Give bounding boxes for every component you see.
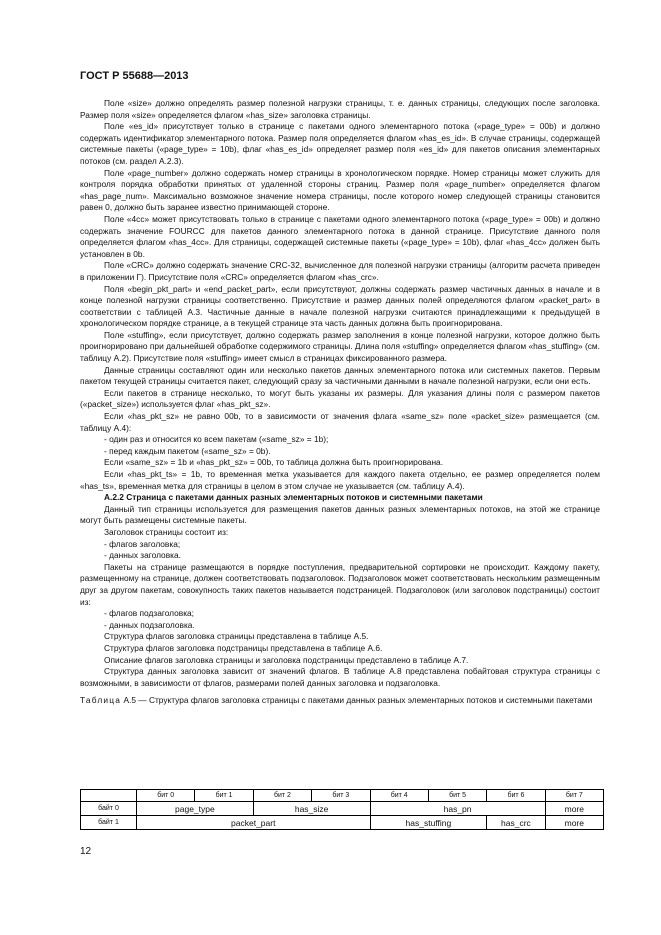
- table-row: [81, 816, 604, 830]
- byte-label: байт 0: [81, 802, 137, 816]
- document-body: [80, 98, 600, 707]
- field-has-crc: has_crc: [487, 816, 545, 830]
- paragraph: Поле «es_id» присутствует только в странице с пакетами одного элементарного потока («page_type» = 00b) и должно содержать идентификатор элементарного потока. Размер поля определяется флагом «has_es_id». В случае страницы, содержащей системные пакеты («page_type» = 10b), флаг «has_es_id» определяет размер поля «es_id» для пакетов описания элементарных потоков (см. раздел А.2.3).: [80, 121, 600, 166]
- table-header-row: [81, 790, 604, 802]
- list-item: - один раз и относится ко всем пакетам («same_sz» = 1b);: [104, 434, 329, 445]
- bit-header: бит 6: [487, 790, 545, 802]
- field-more: more: [545, 816, 603, 830]
- paragraph: Данный тип страницы используется для размещения пакетов данных разных элементарных потоков, на этой же странице могут быть размещены системные пакеты.: [80, 503, 600, 526]
- field-has-stuffing: has_stuffing: [370, 816, 487, 830]
- byte-label: байт 1: [81, 816, 137, 830]
- paragraph: Поле «CRC» должно содержать значение CRC-32, вычисленное для полезной нагрузки страницы (алгоритм расчета приведен в приложении Г). Присутствие поля «CRC» определяется флагом «has_crc».: [80, 260, 600, 282]
- paragraph: Поля «begin_pkt_part» и «end_packet_part», если присутствуют, должны содержать размер частичных данных в начале и в конце полезной нагрузки страницы соответственно. Присутствие и размер данных полей определяются флагом «packet_part» в соответствии с таблицей А.3. Частичные данные в начале полезной нагрузки считаются принадлежащими к предыдущей в хронологическом порядке странице, а в текущей странице эта часть данных должна быть проигнорирована.: [80, 283, 600, 329]
- bit-header: бит 1: [195, 790, 253, 802]
- document-header: ГОСТ Р 55688—2013: [80, 70, 189, 82]
- field-has-pn: has_pn: [370, 802, 545, 816]
- bit-header: бит 5: [428, 790, 486, 802]
- paragraph: Структура флагов заголовка подстраницы представлена в таблице А.6.: [104, 642, 383, 653]
- table-corner-cell: [81, 790, 137, 802]
- paragraph: Структура флагов заголовка страницы представлена в таблице А.5.: [104, 631, 369, 642]
- field-more: more: [545, 802, 603, 816]
- bit-header: бит 0: [137, 790, 195, 802]
- field-page-type: page_type: [137, 802, 254, 816]
- paragraph: Структура данных заголовка зависит от значений флагов. В таблице А.8 представлена побайтовая структура страницы с возможными, в зависимости от флагов, размерами полей данных заголовка и подзаголовка.: [80, 666, 600, 688]
- section-heading: А.2.2 Страница с пакетами данных разных элементарных потоков и системными пакетами: [104, 492, 483, 503]
- paragraph: Заголовок страницы состоит из:: [104, 526, 229, 537]
- table-caption-label: Таблица: [80, 695, 122, 706]
- paragraph: Поле «stuffing», если присутствует, должно содержать размер заполнения в конце полезной нагрузки, которое должно быть проигнорировано при дальнейшей обработке содержимого страницы. Длина поля «stuffing» определяется флагом «has_stuffing» (см. таблицу А.2). Присутствие поля «stuffing» имеет смысл в страницах фиксированного размера.: [80, 329, 600, 364]
- list-item: - перед каждым пакетом («same_sz» = 0b).: [104, 445, 271, 456]
- field-packet-part: packet_part: [137, 816, 371, 830]
- paragraph: Пакеты на странице размещаются в порядке поступления, предварительной сортировки не происходит. Каждому пакету, размещенному на странице, должен соответствовать подзаголовок. Подзаголовок может соответствовать нескольким размещенным друг за другом пакетам, совокупность таких пакетов называется подстраницей. Подзаголовок (или заголовок подстраницы) состоит из:: [80, 561, 600, 607]
- paragraph: Поле «page_number» должно содержать номер страницы в хронологическом порядке. Номер страницы может служить для контроля порядка обработки принятых от удаленной стороны страниц. Размер поля «page_number» определяется флагом «has_page_num». Максимально возможное значение номера страницы, после которого номер следующей страницы становится равен 0, должно быть заранее известно принимающей стороне.: [80, 167, 600, 213]
- bit-header: бит 7: [545, 790, 603, 802]
- bit-header: бит 3: [312, 790, 370, 802]
- paragraph: Данные страницы составляют один или несколько пакетов данных элементарного потока или системных пакетов. Первым пакетом текущей страницы считается пакет, следующий сразу за частичными данными в начале полезной нагрузки, если они есть.: [80, 364, 600, 387]
- paragraph: Если «has_pkt_ts» = 1b, то временная метка указывается для каждого пакета отдельно, ее размер определяется полем «has_ts», временная метка для страницы в целом в этом случае не указывается (см. таблицу А.4).: [80, 469, 600, 491]
- bit-header: бит 2: [253, 790, 311, 802]
- table-row: [81, 802, 604, 816]
- paragraph: Поле «size» должно определять размер полезной нагрузки страницы, т. е. данных страницы, следующих после заголовка. Размер поля «size» определяется флагом «has_size» заголовка страницы.: [80, 98, 600, 120]
- list-item: - флагов заголовка;: [104, 538, 181, 549]
- paragraph: Если пакетов в странице несколько, то могут быть указаны их размеры. Для указания длины поля с размером пакетов («packet_size») используется флаг «has_pkt_sz».: [80, 387, 600, 410]
- list-item: - данных заголовка.: [104, 550, 181, 561]
- paragraph: Если «same_sz» = 1b и «has_pkt_sz» = 00b, то таблица должна быть проигнорирована.: [104, 457, 444, 468]
- table-caption-text: А.5 — Структура флагов заголовка страницы с пакетами данных разных элементарных потоков и системными пакетами: [121, 695, 593, 706]
- bit-header: бит 4: [370, 790, 428, 802]
- list-item: - флагов подзаголовка;: [104, 608, 194, 619]
- list-item: - данных подзаголовка.: [104, 619, 195, 630]
- flags-table: [80, 789, 604, 830]
- paragraph: Если «has_pkt_sz» не равно 00b, то в зависимости от значения флага «same_sz» поле «packet_size» размещается (см. таблицу А.4):: [80, 411, 600, 433]
- field-has-size: has_size: [253, 802, 370, 816]
- paragraph: Поле «4cc» может присутствовать только в странице с пакетами одного элементарного потока («page_type» = 00b) и должно содержать значение FOURCC для пакетов данного элементарного потока в данной странице. Присутствие данного поля определяется флагом «has_4cc». Для страницы, содержащей системные пакеты («page_type» = 10b), флаг «has_4cc» должен быть установлен в 0b.: [80, 213, 600, 259]
- page-number: 12: [80, 846, 92, 857]
- table-caption: [80, 695, 600, 707]
- paragraph: Описание флагов заголовка страницы и заголовка подстраницы представлено в таблице А.7.: [104, 654, 469, 665]
